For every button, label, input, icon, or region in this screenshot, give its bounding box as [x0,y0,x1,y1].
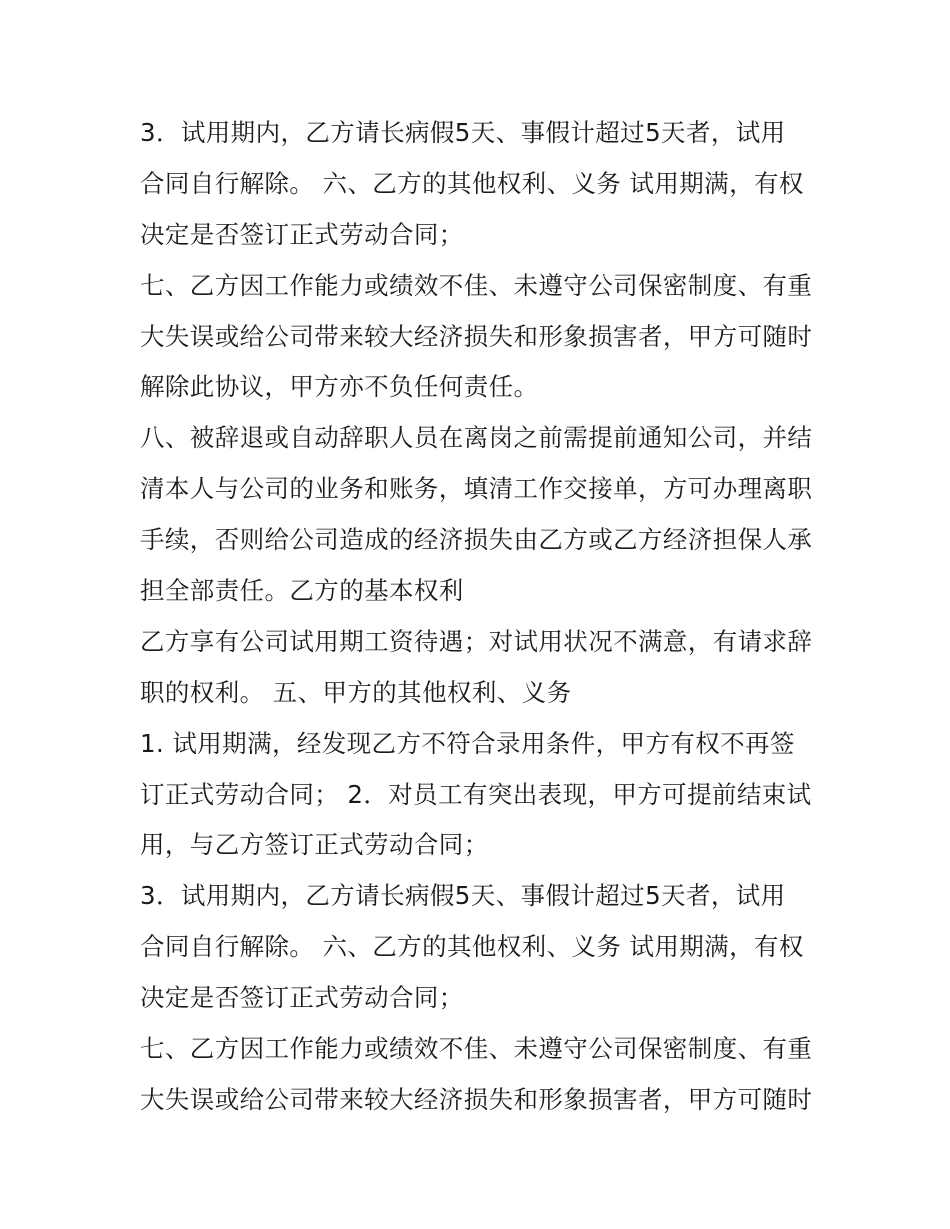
text-line: 决定是否签订正式劳动合同； [140,219,464,249]
text-line: 七、乙方因工作能力或绩效不佳、未遵守公司保密制度、有重 [140,270,813,300]
text-line: 订正式劳动合同； 2．对员工有突出表现，甲方可提前结束试 [140,779,812,809]
text-line: 七、乙方因工作能力或绩效不佳、未遵守公司保密制度、有重 [140,1034,813,1064]
text-line: 大失误或给公司带来较大经济损失和形象损害者，甲方可随时 [140,321,813,351]
text-line: 决定是否签订正式劳动合同； [140,983,464,1013]
text-line: 解除此协议，甲方亦不负任何责任。 [140,372,539,402]
text-line: 大失误或给公司带来较大经济损失和形象损害者，甲方可随时 [140,1084,813,1114]
text-line: 清本人与公司的业务和账务，填清工作交接单，方可办理离职 [140,474,813,504]
text-line: 用，与乙方签订正式劳动合同； [140,830,489,860]
text-line: 合同自行解除。 六、乙方的其他权利、义务 试用期满，有权 [140,932,804,962]
text-line: 乙方享有公司试用期工资待遇；对试用状况不满意，有请求辞 [140,626,813,656]
text-line: 1. 试用期满，经发现乙方不符合录用条件，甲方有权不再签 [140,728,795,758]
text-line: 合同自行解除。 六、乙方的其他权利、义务 试用期满，有权 [140,168,804,198]
document-body [140,108,820,1126]
text-line: 职的权利。 五、甲方的其他权利、义务 [140,677,572,707]
text-line: 3．试用期内，乙方请长病假5天、事假计超过5天者，试用 [140,881,786,911]
text-line: 担全部责任。乙方的基本权利 [140,576,464,606]
text-line: 手续，否则给公司造成的经济损失由乙方或乙方经济担保人承 [140,525,813,555]
text-line: 3．试用期内，乙方请长病假5天、事假计超过5天者，试用 [140,118,786,147]
text-line: 八、被辞退或自动辞职人员在离岗之前需提前通知公司，并结 [140,423,813,453]
